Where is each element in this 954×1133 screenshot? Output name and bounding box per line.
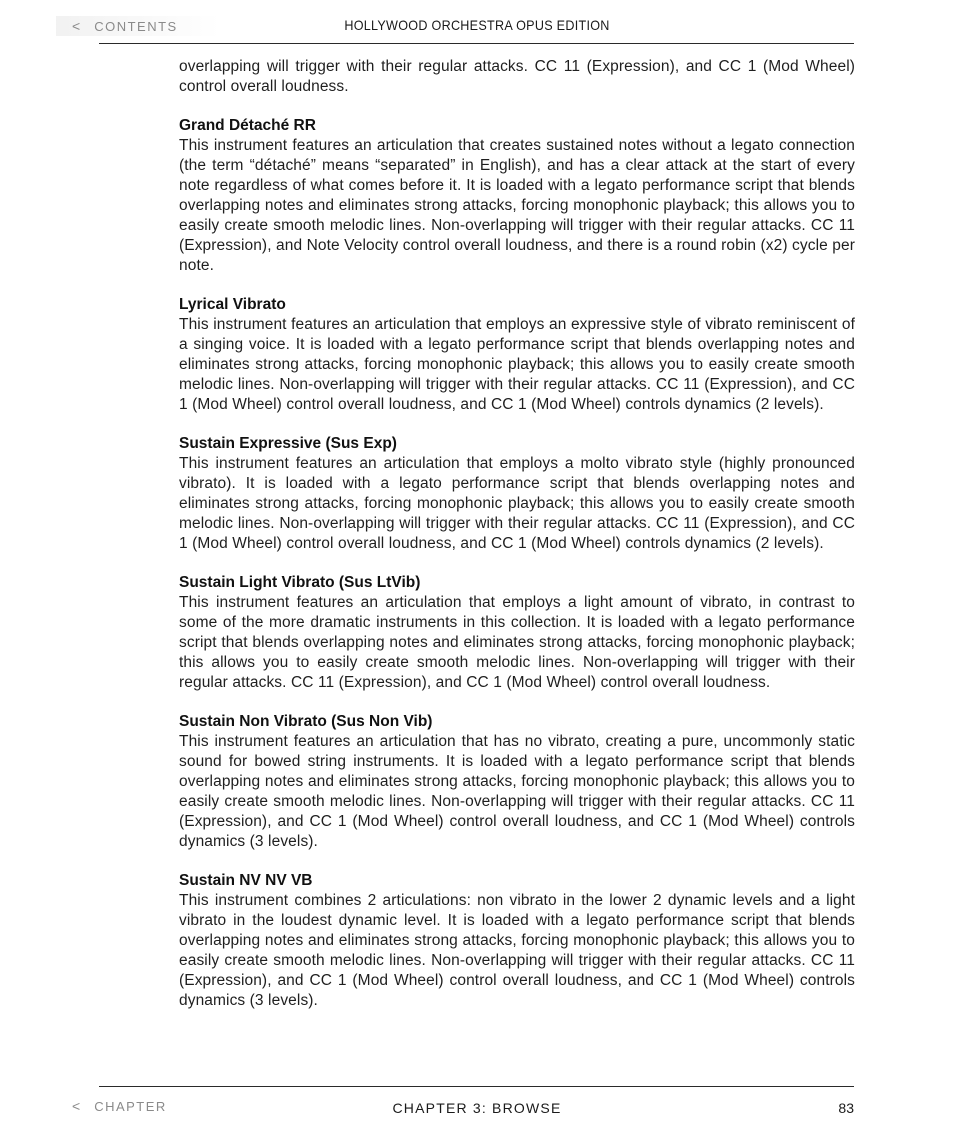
section-heading: Sustain NV NV VB bbox=[179, 872, 313, 889]
section-body: This instrument features an articulation that creates sustained notes without a legato connection (the term “détaché” means “separated” in English), and has a clear attack at the start of every note regardless of what comes before it. It is loaded with a legato performance script that blends overlapping notes and eliminates strong attacks, forcing monophonic playback; this allows you to easily create smooth melodic lines. Non-overlapping will trigger with their regular attacks. CC 11 (Expression), and Note Velocity control overall loudness, and there is a round robin (x2) cycle per note. bbox=[179, 137, 855, 274]
header-divider bbox=[99, 43, 854, 44]
section-heading: Grand Détaché RR bbox=[179, 117, 316, 134]
contents-link-label: CONTENTS bbox=[94, 18, 178, 34]
section-body: This instrument features an articulation that employs an expressive style of vibrato reminiscent of a singing voice. It is loaded with a legato performance script that blends overlapping notes and eliminates strong attacks, forcing monophonic playback; this allows you to easily create smooth melodic lines. Non-overlapping will trigger with their regular attacks. CC 11 (Expression), and CC 1 (Mod Wheel) control overall loudness, and CC 1 (Mod Wheel) controls dynamics (2 levels). bbox=[179, 316, 855, 413]
page-content bbox=[179, 57, 855, 1030]
section-heading: Sustain Light Vibrato (Sus LtVib) bbox=[179, 574, 421, 591]
page-header bbox=[0, 0, 954, 44]
section-sustain-expressive bbox=[179, 434, 855, 554]
page-number: 83 bbox=[838, 1100, 854, 1116]
document-title: HOLLYWOOD ORCHESTRA OPUS EDITION bbox=[344, 17, 610, 33]
section-body: This instrument features an articulation that employs a molto vibrato style (highly pronounced vibrato). It is loaded with a legato performance script that blends overlapping notes and eliminates strong attacks, forcing monophonic playback; this allows you to easily create smooth melodic lines. Non-overlapping will trigger with their regular attacks. CC 11 (Expression), and CC 1 (Mod Wheel) control overall loudness, and CC 1 (Mod Wheel) controls dynamics (2 levels). bbox=[179, 455, 855, 552]
page-footer bbox=[0, 1090, 954, 1133]
footer-divider bbox=[99, 1086, 854, 1087]
section-body: This instrument combines 2 articulations: non vibrato in the lower 2 dynamic levels and a light vibrato in the loudest dynamic level. It is loaded with a legato performance script that blends overlapping notes and eliminates strong attacks, forcing monophonic playback; this allows you to easily create smooth melodic lines. Non-overlapping will trigger with their regular attacks. CC 11 (Expression), and CC 1 (Mod Wheel) control overall loudness, and CC 1 (Mod Wheel) controls dynamics (3 levels). bbox=[179, 892, 855, 1009]
chevron-left-icon: < bbox=[72, 18, 81, 34]
section-body: This instrument features an articulation that employs a light amount of vibrato, in contrast to some of the more dramatic instruments in this collection. It is loaded with a legato performance script that blends overlapping notes and eliminates strong attacks, forcing monophonic playback; this allows you to easily create smooth melodic lines. Non-overlapping will trigger with their regular attacks. CC 11 (Expression), and CC 1 (Mod Wheel) control overall loudness. bbox=[179, 594, 855, 691]
section-heading: Sustain Non Vibrato (Sus Non Vib) bbox=[179, 713, 433, 730]
section-sustain-nv-nv-vb bbox=[179, 871, 855, 1011]
intro-paragraph: overlapping will trigger with their regular attacks. CC 11 (Expression), and CC 1 (Mod Wheel) control overall loudness. bbox=[179, 58, 855, 95]
section-sustain-light-vibrato bbox=[179, 573, 855, 693]
section-sustain-non-vibrato bbox=[179, 712, 855, 852]
chevron-left-icon: < bbox=[72, 1098, 81, 1114]
section-heading: Sustain Expressive (Sus Exp) bbox=[179, 435, 397, 452]
section-lyrical-vibrato bbox=[179, 295, 855, 415]
section-heading: Lyrical Vibrato bbox=[179, 296, 286, 313]
section-body: This instrument features an articulation that has no vibrato, creating a pure, uncommonly static sound for bowed string instruments. It is loaded with a legato performance script that blends overlapping notes and eliminates strong attacks, forcing monophonic playback; this allows you to easily create smooth melodic lines. Non-overlapping will trigger with their regular attacks. CC 11 (Expression), and CC 1 (Mod Wheel) control overall loudness, and CC 1 (Mod Wheel) controls dynamics (3 levels). bbox=[179, 733, 855, 850]
chapter-title: CHAPTER 3: BROWSE bbox=[392, 1100, 562, 1116]
chapter-link-label: CHAPTER bbox=[94, 1098, 167, 1114]
section-grand-detache-rr bbox=[179, 116, 855, 276]
